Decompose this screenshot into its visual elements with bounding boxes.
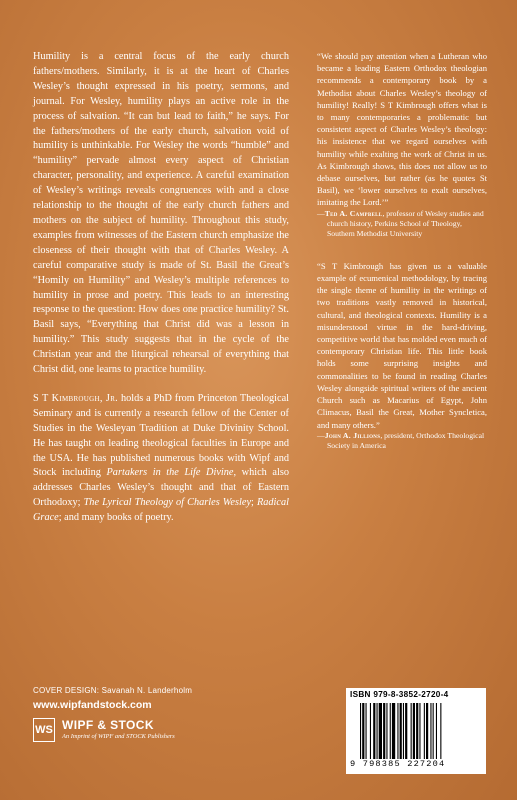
description-column: [33, 50, 289, 526]
barcode-bar: [397, 703, 398, 759]
endorsements-column: [317, 50, 487, 452]
bio-text-2: , which also addresses Charles Wesley’s thought and that of Eastern Orthodoxy;: [33, 467, 289, 509]
endorser-name-2: John A. Jillions: [324, 430, 381, 440]
barcode-bar: [426, 703, 428, 759]
barcode-bar: [390, 703, 391, 759]
book-description: Humility is a central focus of the early church fathers/mothers. Similarly, it is at the heart of Charles Wesley’s thought expressed in his poetry, sermons, and journal. For Wesley, humility plays an active role in the process of salvation. “It can but lead to faith,” he says. For the fathers/mothers of the early church, salvation void of humility is unthinkable. For Wesley the words “humble” and “humility” pervade almost every aspect of Christian character, personality, and experience. A careful examination of Wesley’s writings reveals congruences with and a close relationship to the thought of the early church fathers and mothers on the subject of humility. Throughout this study, examples from witnesses of the Eastern church emphasize the closeness of their thought with that of Charles Wesley. A careful comparative study is made of St. Basil the Great’s “Homily on Humility” and Wesley’s multiple references to humility in prose and poetry. This leads to an interesting response to the question: How does one practice humility? St. Basil says, “Everything that Christ did was a lesson in humility.” This study suggests that in the cycle of the Christian year and the liturgical rehearsal of everything that Christ did, one learns to practice humility.: [33, 51, 289, 376]
barcode-bar: [416, 703, 418, 759]
bio-text-4: ; and many books of poetry.: [58, 512, 174, 524]
barcode-bar: [373, 703, 375, 759]
barcode-bar: [424, 703, 425, 759]
barcode-bar: [383, 703, 385, 759]
bio-book-title-2: The Lyrical Theology of Charles Wesley: [83, 497, 252, 509]
publisher-logo-icon: [33, 718, 55, 742]
bio-book-title-1: Partakers in the Life Divine: [106, 467, 234, 479]
endorsement-attribution-2: [317, 431, 487, 452]
isbn-label: ISBN 979-8-3852-2720-4: [350, 690, 449, 699]
barcode-bar: [392, 703, 395, 759]
endorser-affiliation-1: , professor of Wesley studies and church history, Perkins School of Theology, Southern Methodist University: [327, 208, 484, 239]
publisher-imprint: An Imprint of WIPF and STOCK Publishers: [62, 733, 175, 740]
barcode-bar: [366, 703, 367, 759]
endorsement-quote-2: “S T Kimbrough has given us a valuable example of ecumenical methodology, by tracing the single theme of humility in the writings of two traditions vastly removed in historical, cultural, and theological contexts. Humility is a misunderstood virtue in the hard-driving, competitive world that has molded even much of contemporary Christian life. This little book holds some surprising insights and commonalities to be found in reading Charles Wesley alongside spiritual writers of the ancient Church such as Macarius of Egypt, John Climacus, Basil the Great, Mother Syncletica, and many others.”: [317, 260, 487, 430]
barcode-bar: [379, 703, 382, 759]
bio-book-title-3: Radical Grace: [33, 497, 289, 524]
author-bio: [33, 392, 289, 526]
barcode-bar: [419, 703, 420, 759]
barcode-bar: [377, 703, 378, 759]
endorser-name-1: Ted A. Campbell: [324, 208, 383, 218]
barcode-bar: [411, 703, 412, 759]
endorsement-attribution-1: [317, 209, 487, 240]
attribution-dash: —: [317, 208, 325, 218]
cover-design-credit: COVER DESIGN: Savanah N. Landerholm: [33, 686, 193, 695]
author-name: S T Kimbrough, Jr.: [33, 392, 119, 404]
barcode-bar: [436, 703, 437, 759]
endorser-affiliation-2: , president, Orthodox Theological Society in America: [327, 430, 485, 451]
barcode-panel: [346, 688, 486, 774]
barcode-digits: 9 798385 227204: [350, 759, 446, 769]
bio-text-1: holds a PhD from Princeton Theological Seminary and is currently a research fellow of the Center of Studies in the Wesleyan Tradition at Duke Divinity School. He has taught on leading theological faculties in Europe and the USA. He has published numerous books with Wipf and Stock including: [33, 392, 289, 479]
logo-mark: WS: [35, 724, 53, 736]
publisher-url: www.wipfandstock.com: [33, 699, 152, 711]
barcode-bar: [400, 703, 402, 759]
barcode-bar: [362, 703, 364, 759]
publisher-name: WIPF & STOCK: [62, 718, 154, 732]
barcode-bar: [360, 703, 361, 759]
endorsement-quote-1: “We should pay attention when a Lutheran who became a leading Eastern Orthodox theologian recommends a contemporary book by a Methodist about Charles Wesley’s theology of humility! Really! S T Kimbrough offers what is to many contemporaries a problematic but consistent aspect of Charles Wesley’s theology: his insistence that we regard ourselves with humility while exalting the work of Christ in us. As Kimbrough shows, this does not allow us to debase ourselves, but rather (as he quotes St Basil), we ‘lower ourselves to exalt ourselves, imitating the Lord.’”: [317, 51, 487, 208]
barcode-bar: [370, 703, 371, 759]
barcode-bar: [413, 703, 415, 759]
barcode-bar: [440, 703, 441, 759]
barcode-bar: [430, 703, 431, 759]
barcode-graphic: [360, 703, 472, 759]
barcode-bar: [403, 703, 404, 759]
barcode-bar: [386, 703, 387, 759]
barcode-bar: [433, 703, 434, 759]
attribution-dash: —: [317, 430, 325, 440]
barcode-bar: [405, 703, 407, 759]
bio-text-3: ;: [251, 497, 257, 509]
